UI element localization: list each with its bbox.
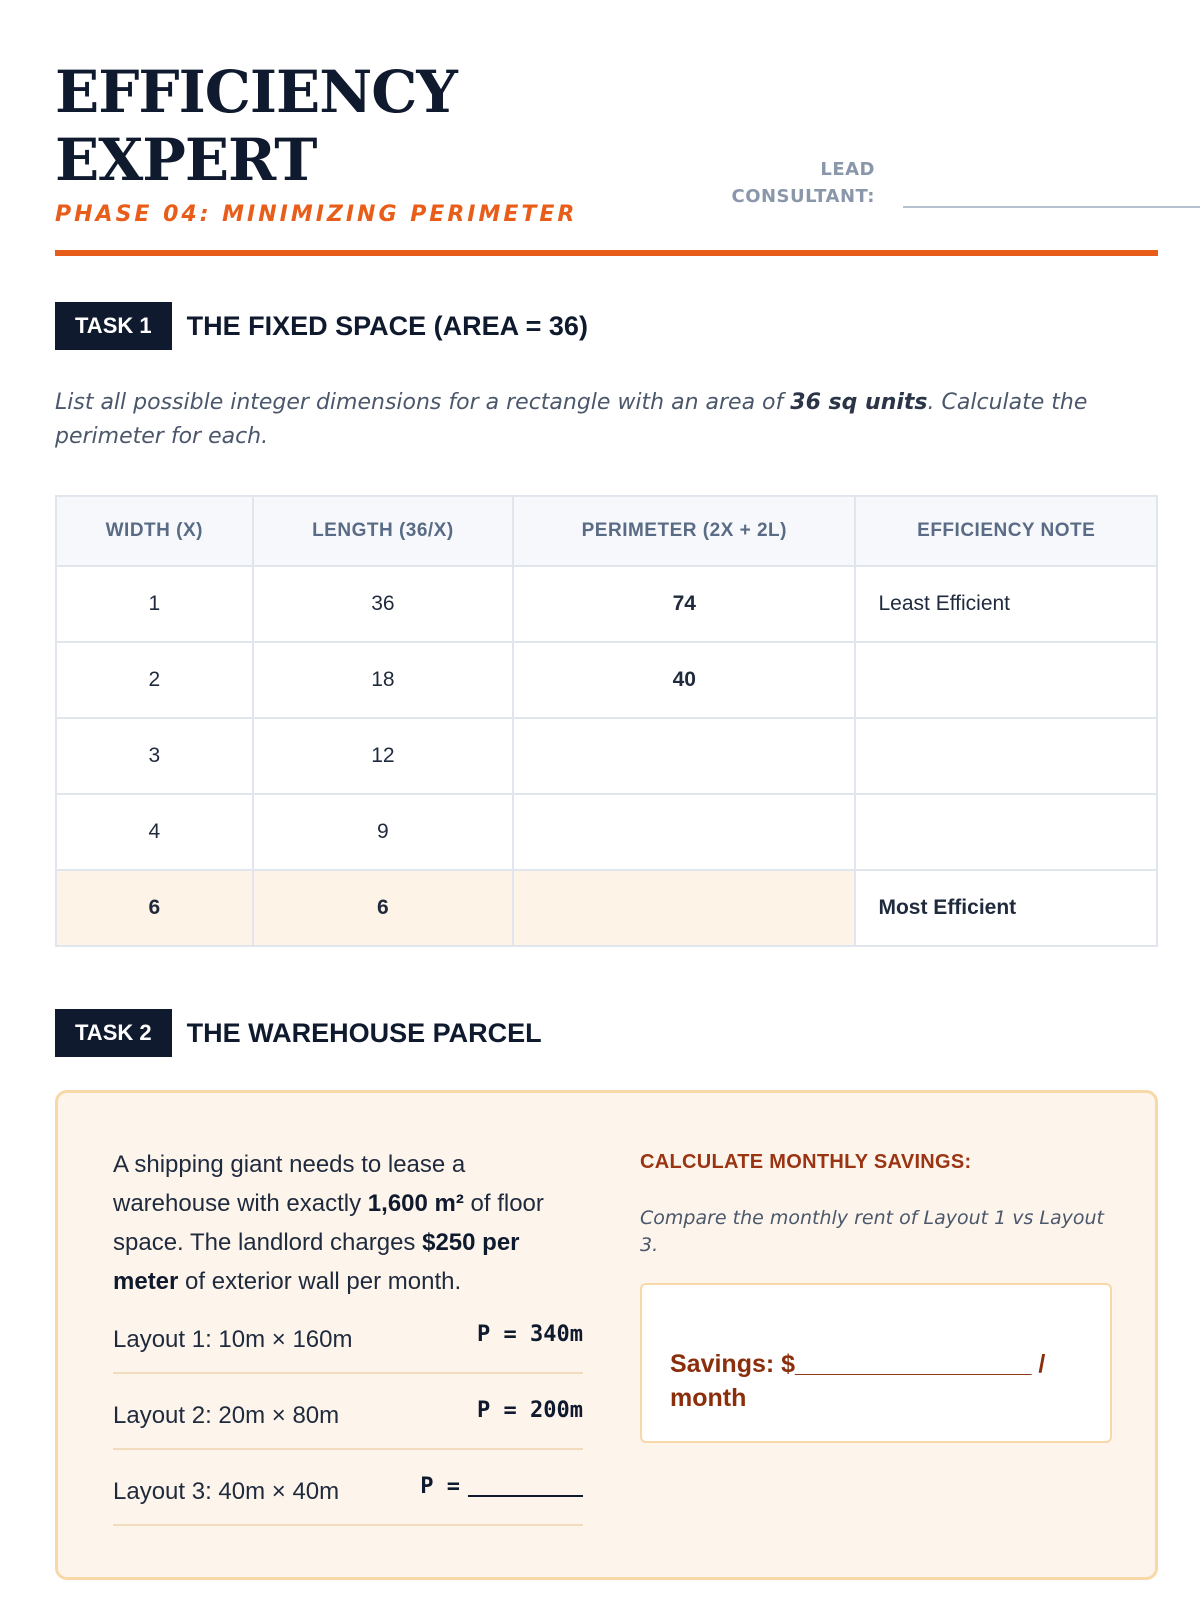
cell-note[interactable]: Least Efficient (855, 566, 1157, 642)
warehouse-problem (113, 1145, 583, 1301)
cell-perimeter[interactable] (513, 794, 855, 870)
problem-area: 1,600 m² (367, 1190, 464, 1217)
table-row (56, 718, 1157, 794)
worksheet-header (55, 58, 1155, 258)
problem-text-1: A shipping giant needs to lease a warehouse with exactly (113, 1151, 466, 1217)
cell-length: 18 (253, 642, 514, 718)
cell-length: 12 (253, 718, 514, 794)
layout-label: Layout 2: 20m × 80m (113, 1402, 340, 1429)
page-title (55, 58, 1155, 194)
cell-perimeter[interactable] (513, 870, 855, 946)
col-header-length: LENGTH (36/X) (253, 496, 514, 566)
layout-perimeter-answer (420, 1474, 583, 1499)
table-row (56, 794, 1157, 870)
cell-length: 6 (253, 870, 514, 946)
layout-row-3 (113, 1450, 583, 1526)
savings-text: Savings: $_________________ / month (670, 1350, 1046, 1412)
layout-label: Layout 3: 40m × 40m (113, 1478, 340, 1505)
consultant-name-field[interactable] (903, 206, 1200, 208)
savings-answer-box[interactable] (640, 1283, 1112, 1443)
title-line-2: EXPERT (55, 126, 317, 194)
layout-perimeter: P = 340m (477, 1322, 583, 1347)
instr-text: List all possible integer dimensions for a rectangle with an area of (55, 390, 791, 415)
task1-instructions (55, 386, 1095, 454)
cell-width: 6 (56, 870, 253, 946)
header-divider (55, 250, 1158, 256)
cell-length: 9 (253, 794, 514, 870)
cell-perimeter[interactable]: 74 (513, 566, 855, 642)
layout-perimeter-prefix: P = (420, 1474, 460, 1499)
task1-badge: TASK 1 (55, 302, 172, 350)
consultant-label-line-1: LEAD (820, 159, 875, 180)
cell-length: 36 (253, 566, 514, 642)
task2-title: THE WAREHOUSE PARCEL (186, 1017, 542, 1048)
instr-text-end: . Calculate the perimeter for each. (55, 390, 1088, 449)
table-row-highlighted (56, 870, 1157, 946)
calc-subtitle: Compare the monthly rent of Layout 1 vs Layout 3. (640, 1207, 1105, 1256)
task2-heading (55, 1009, 542, 1057)
task1-heading (55, 302, 588, 350)
cell-note[interactable] (855, 642, 1157, 718)
col-header-perimeter: PERIMETER (2X + 2L) (513, 496, 855, 566)
consultant-label-line-2: CONSULTANT: (731, 186, 875, 207)
layout-label: Layout 1: 10m × 160m (113, 1326, 353, 1353)
phase-subtitle: PHASE 04: MINIMIZING PERIMETER (55, 202, 578, 227)
warehouse-panel (55, 1090, 1158, 1580)
task1-title: THE FIXED SPACE (AREA = 36) (186, 310, 588, 341)
calc-title: CALCULATE MONTHLY SAVINGS: (640, 1151, 972, 1173)
instr-area: 36 sq units (790, 390, 928, 415)
layout-row-2 (113, 1374, 583, 1450)
problem-text-3: of exterior wall per month. (178, 1268, 462, 1295)
cell-width: 1 (56, 566, 253, 642)
cell-width: 2 (56, 642, 253, 718)
col-header-width: WIDTH (X) (56, 496, 253, 566)
task2-badge: TASK 2 (55, 1009, 172, 1057)
cell-note[interactable] (855, 794, 1157, 870)
col-header-note: EFFICIENCY NOTE (855, 496, 1157, 566)
cell-perimeter[interactable] (513, 718, 855, 794)
cell-note[interactable] (855, 718, 1157, 794)
layout-row-1 (113, 1298, 583, 1374)
consultant-label (655, 156, 875, 210)
table-row (56, 642, 1157, 718)
dimensions-table (55, 495, 1158, 947)
layout-perimeter: P = 200m (477, 1398, 583, 1423)
perimeter-answer-blank[interactable] (468, 1495, 583, 1497)
problem-rate: $250 per meter (113, 1229, 520, 1295)
problem-text-2: of floor space. The landlord charges (113, 1190, 544, 1256)
cell-note[interactable]: Most Efficient (855, 870, 1157, 946)
table-header-row (56, 496, 1157, 566)
title-line-1: EFFICIENCY (55, 58, 457, 126)
cell-width: 3 (56, 718, 253, 794)
cell-perimeter[interactable]: 40 (513, 642, 855, 718)
table-row (56, 566, 1157, 642)
cell-width: 4 (56, 794, 253, 870)
